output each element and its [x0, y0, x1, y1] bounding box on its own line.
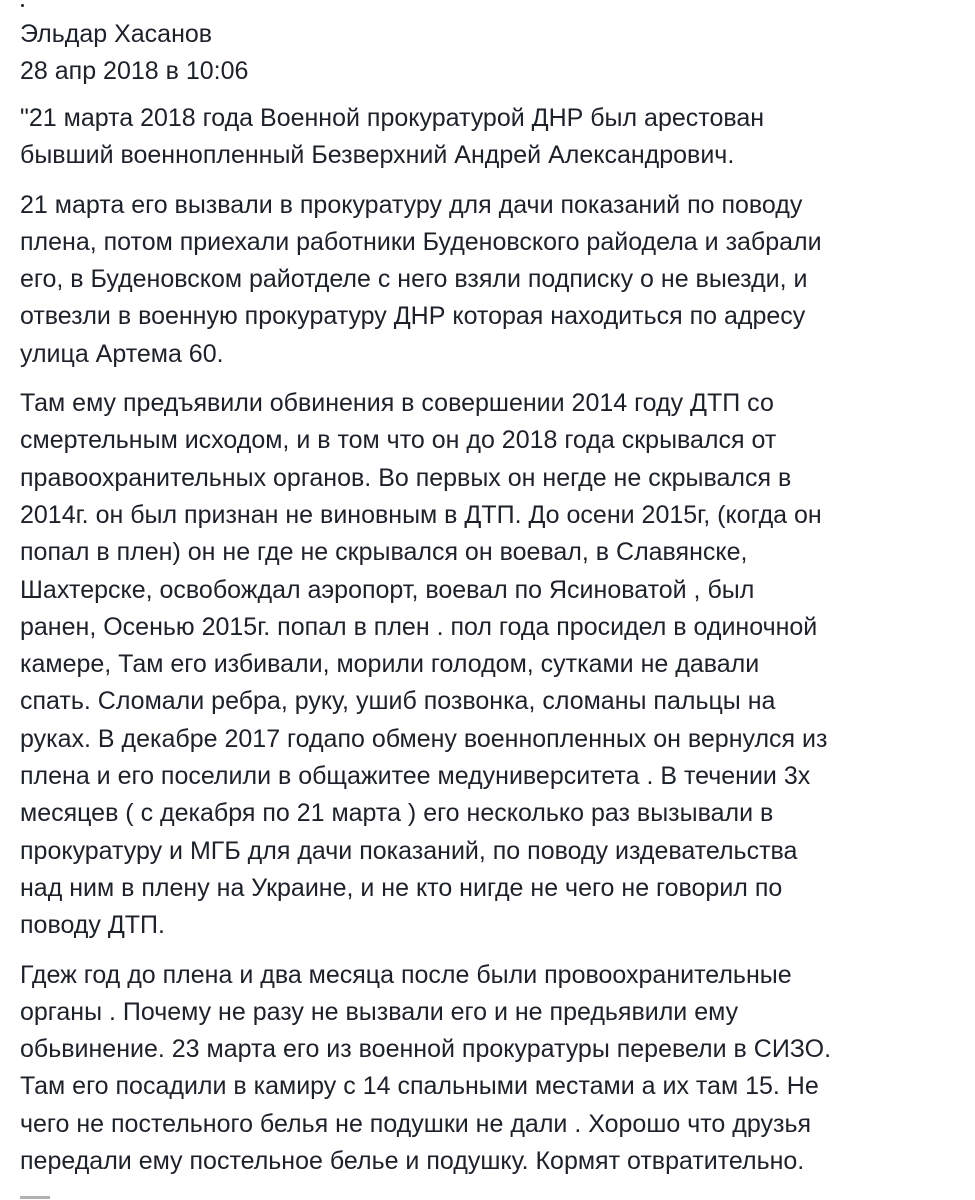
text-line: камере, Там его избивали, морили голодом, сутками не давали — [20, 650, 760, 679]
text-line: попал в плен) он не где не скрывался он воевал, в Славянске, — [20, 538, 748, 567]
text-line: "21 марта 2018 года Военной прокуратурой ДНР был арестован — [20, 104, 765, 132]
text-line: 21 марта его вызвали в прокуратуру для дачи показаний по поводу — [20, 190, 803, 219]
text-line: отвезли в военную прокуратуру ДНР которая находиться по адресу — [20, 302, 806, 331]
truncated-text-fragment — [20, 1190, 80, 1200]
text-line: его, в Буденовском райотделе с него взяли подписку о не выезди, и — [20, 265, 808, 294]
text-line: смертельным исходом, и в том что он до 2018 года скрывался от — [20, 426, 777, 455]
text-line: органы . Почему не разу не вызвали его и не предьявили ему — [20, 997, 739, 1026]
paragraph-1 — [20, 100, 965, 175]
paragraph-2 — [20, 187, 965, 373]
cut-line — [20, 1196, 50, 1199]
author-name[interactable]: Эльдар Хасанов — [20, 20, 213, 48]
text-line: ранен, Осенью 2015г. попал в плен . пол года просидел в одиночной — [20, 612, 818, 641]
post-timestamp[interactable]: 28 апр 2018 в 10:06 — [20, 57, 249, 85]
text-line: Гдеж год до плена и два месяца после были провоохранительные — [20, 960, 792, 989]
text-line: передали ему постельное белье и подушку. Кормят отвратительно. — [20, 1147, 805, 1176]
text-line: Там его посадили в камиру с 14 спальными местами а их там 15. Не — [20, 1072, 819, 1101]
text-line: плена, потом приехали работники Буденовского райодела и забрали — [20, 227, 822, 256]
decorative-dot — [21, 4, 24, 7]
text-line: руках. В декабре 2017 годапо обмену военнопленных он вернулся из — [20, 724, 828, 753]
text-line: 2014г. он был признан не виновным в ДТП. До осени 2015г, (когда он — [20, 500, 822, 529]
text-line: месяцев ( с декабря по 21 марта ) его несколько раз вызывали в — [20, 799, 774, 828]
post-body — [20, 100, 965, 1192]
text-line: Там ему предъявили обвинения в совершении 2014 году ДТП со — [20, 389, 774, 418]
text-line: поводу ДТП. — [20, 911, 165, 940]
paragraph-3 — [20, 385, 965, 944]
text-line: Шахтерске, освобождал аэропорт, воевал по Ясиноватой , был — [20, 575, 755, 604]
text-line: чего не постельного белья не подушки не дали . Хорошо что друзья — [20, 1109, 812, 1138]
text-line: улица Артема 60. — [20, 339, 224, 368]
text-line: спать. Сломали ребра, руку, ушиб позвонка, сломаны пальцы на — [20, 687, 776, 716]
text-line: прокуратуру и МГБ для дачи показаний, по поводу издевательства — [20, 836, 798, 865]
text-line: правоохранительных органов. Во первых он негде не скрывался в — [20, 463, 792, 492]
text-line: обьвинение. 23 марта его из военной прокуратуры перевели в СИЗО. — [20, 1035, 832, 1064]
text-line: над ним в плену на Украине, и не кто нигде не чего не говорил по — [20, 873, 783, 902]
text-line: бывший военнопленный Безверхний Андрей Александрович. — [20, 141, 735, 170]
text-line: плена и его поселили в общажитее медуниверситета . В течении 3х — [20, 762, 811, 791]
paragraph-4 — [20, 957, 965, 1181]
